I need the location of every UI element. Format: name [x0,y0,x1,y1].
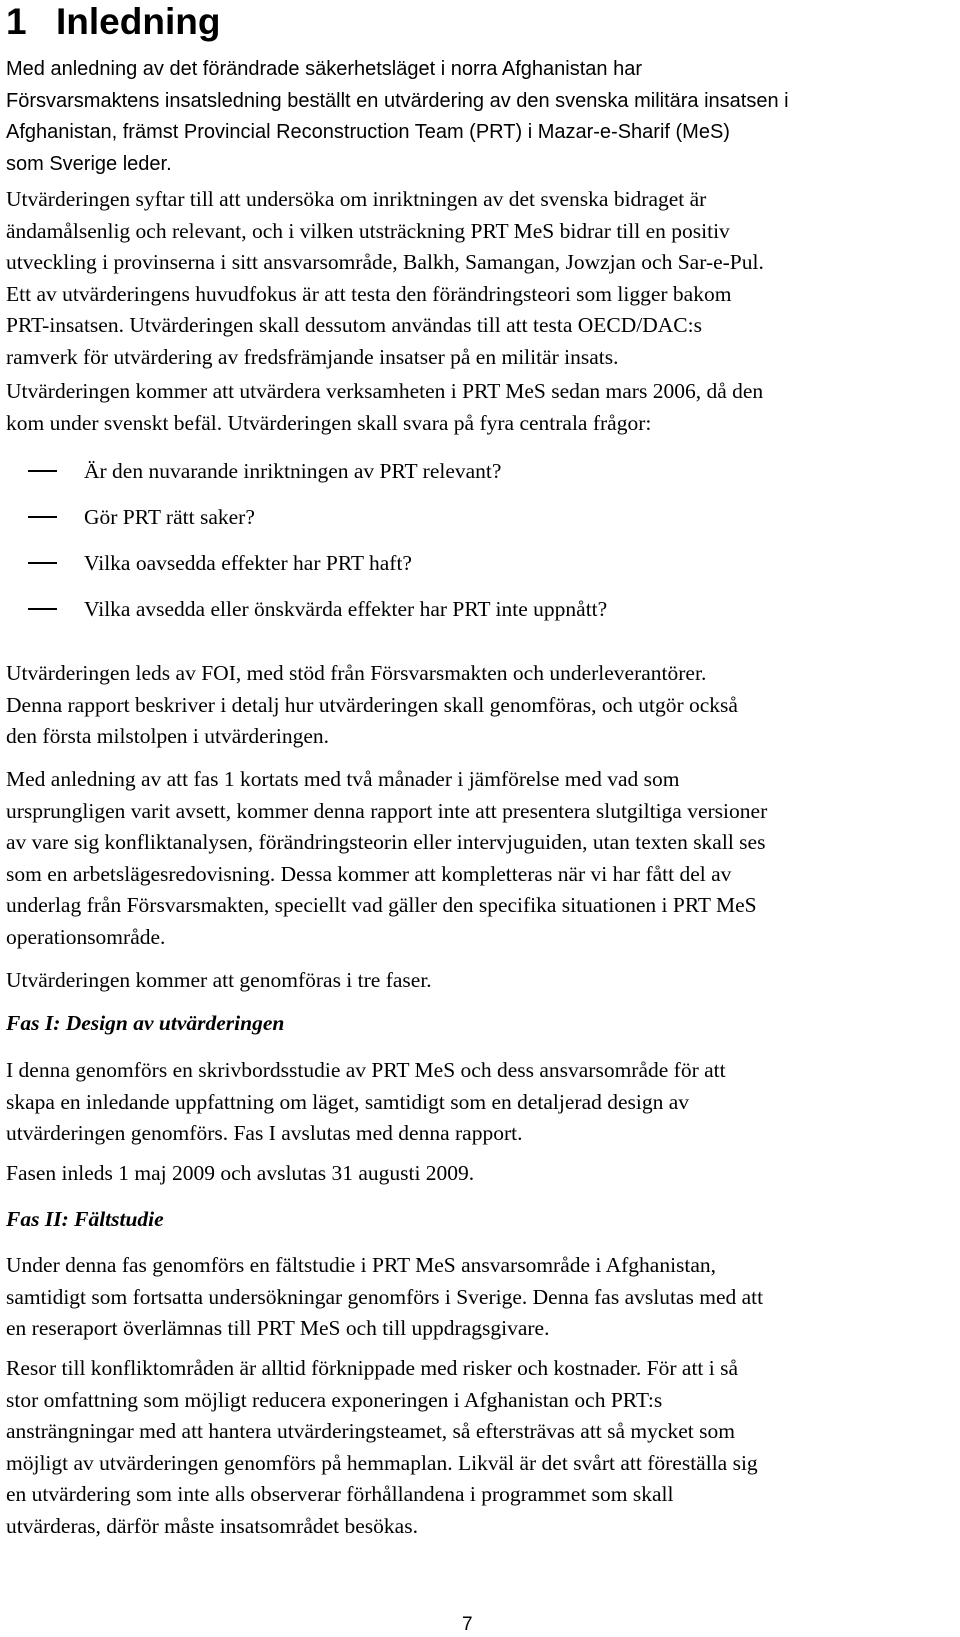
paragraph-phases: Utvärderingen kommer att genomföras i tre faser. [6,968,432,992]
paragraph-phase-one: I denna genomförs en skrivbordsstudie av PRT MeS och dess ansvarsområde för att skapa en inledande uppfattning om läget, samtidigt som en detaljerad design av utvärderingen genomförs. Fas I avslutas med denna rapport. [6,1058,726,1145]
dash-bullet-icon [28,470,57,472]
question-text: Gör PRT rätt saker? [84,505,255,529]
chapter-title: Inledning [56,1,221,42]
question-text: Är den nuvarande inriktningen av PRT relevant? [84,459,502,483]
subheading-phase-one: Fas I: Design av utvärderingen [6,1011,285,1035]
dash-bullet-icon [28,516,57,518]
dash-bullet-icon [28,608,57,610]
question-text: Vilka avsedda eller önskvärda effekter har PRT inte uppnått? [84,597,608,621]
paragraph-scope: Utvärderingen kommer att utvärdera verksamheten i PRT MeS sedan mars 2006, då den kom under svenskt befäl. Utvärderingen skall svara på fyra centrala frågor: [6,379,764,435]
question-text: Vilka oavsedda effekter har PRT haft? [84,551,412,575]
subheading-phase-two: Fas II: Fältstudie [6,1207,164,1231]
paragraph-phase-two: Under denna fas genomförs en fältstudie i PRT MeS ansvarsområde i Afghanistan, samtidigt som fortsatta undersökningar genomförs i Sverige. Denna fas avslutas med att en reseraport överlämnas till PRT MeS och till uppdragsgivare. [6,1253,764,1340]
paragraph-phase-one-note: Med anledning av att fas 1 kortats med två månader i jämförelse med vad som ursprungligen varit avsett, kommer denna rapport inte att presentera slutgiltiga versioner av vare sig konfliktanalysen, förändringsteorin eller intervjuguiden, utan texten skall ses som en arbetslägesredovisning. Dessa kommer att kompletteras när vi har fått del av underlag från Försvarsmakten, speciellt vad gäller den specifika situationen i PRT MeS operationsområde. [6,767,768,949]
paragraph-phase-one-dates: Fasen inleds 1 maj 2009 och avslutas 31 augusti 2009. [6,1161,475,1185]
chapter-number: 1 [6,1,27,42]
chapter-heading [6,2,220,42]
dash-bullet-icon [28,562,57,564]
paragraph-organization: Utvärderingen leds av FOI, med stöd från Försvarsmakten och underleverantörer. Denna rapport beskriver i detalj hur utvärderingen skall genomföras, och utgör också den första milstolpen i utvärderingen. [6,661,738,748]
paragraph-travel: Resor till konfliktområden är alltid förknippade med risker och kostnader. För att i så stor omfattning som möjligt reducera exponeringen i Afghanistan och PRT:s ansträngningar med att hantera utvärderingsteamet, så eftersträvas att så mycket som möjligt av utvärderingen genomförs på hemmaplan. Likväl är det svårt att föreställa sig en utvärdering som inte alls observerar förhållandena i programmet som skall utvärderas, därför måste insatsområdet besökas. [6,1356,758,1538]
page-number: 7 [462,1614,473,1635]
paragraph-purpose: Utvärderingen syftar till att undersöka om inriktningen av det svenska bidraget är ändamålsenlig och relevant, och i vilken utsträckning PRT MeS bidrar till en positiv utveckling i provinserna i sitt ansvarsområde, Balkh, Samangan, Jowzjan och Sar-e-Pul. Ett av utvärderingens huvudfokus är att testa den förändringsteori som ligger bakom PRT-insatsen. Utvärderingen skall dessutom användas till att testa OECD/DAC:s ramverk för utvärdering av fredsfrämjande insatser på en militär insats. [6,187,764,369]
paragraph-intro: Med anledning av det förändrade säkerhetsläget i norra Afghanistan har Försvarsmaktens insatsledning beställt en utvärdering av den svenska militära insatsen i Afghanistan, främst Provincial Reconstruction Team (PRT) i Mazar-e-Sharif (MeS) som Sverige leder. [6,58,789,175]
